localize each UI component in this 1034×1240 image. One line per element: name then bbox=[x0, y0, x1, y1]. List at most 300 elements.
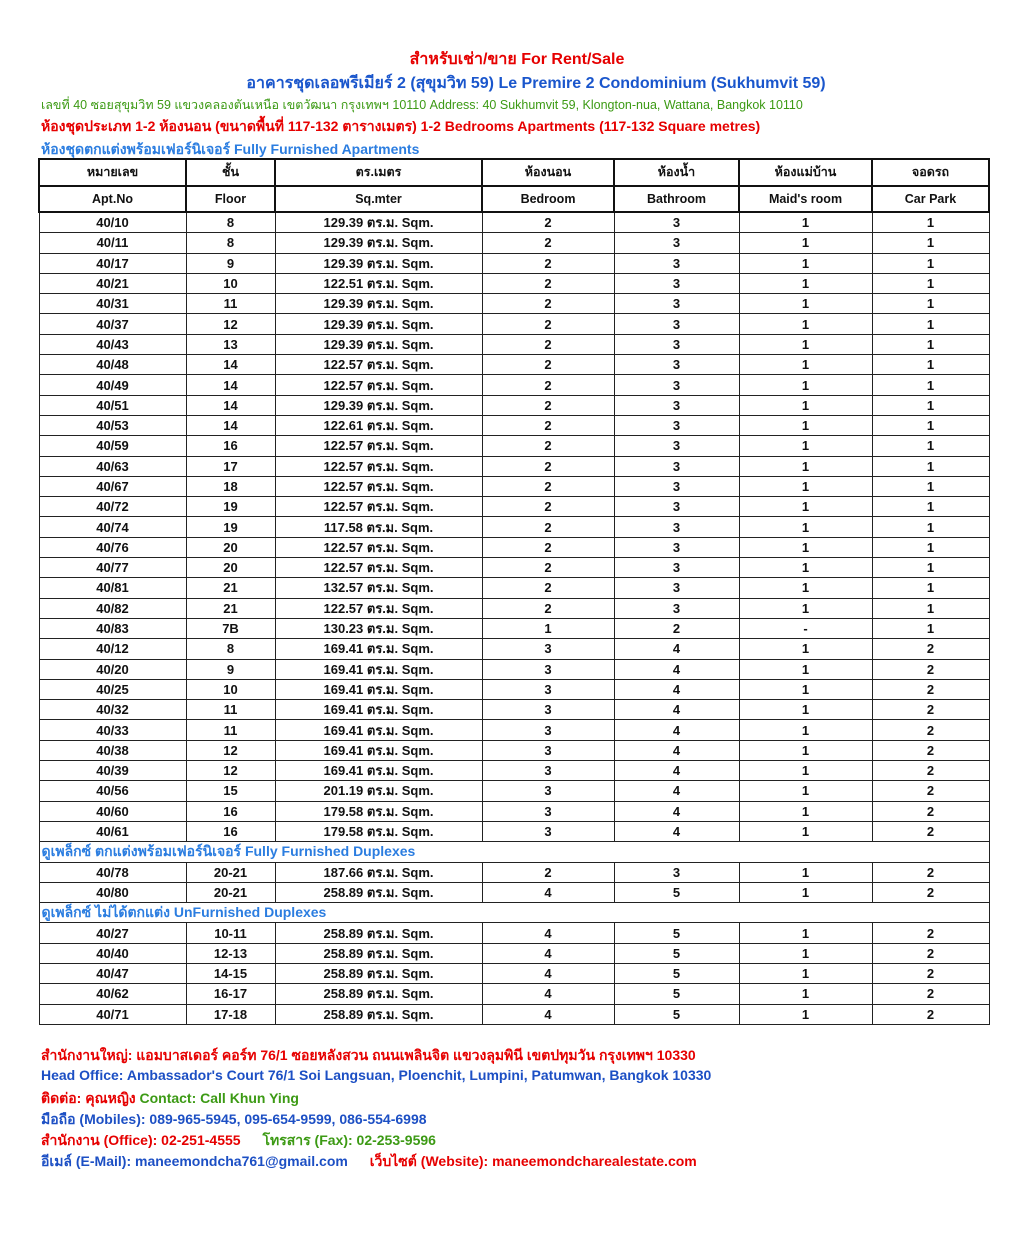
car-park-cell: 2 bbox=[872, 720, 989, 740]
table-row bbox=[39, 395, 989, 415]
col-header-maids-room: Maid's room bbox=[739, 186, 872, 212]
apt-no-cell: 40/77 bbox=[39, 558, 186, 578]
floor-cell: 14-15 bbox=[186, 963, 275, 983]
email-website-line bbox=[41, 1151, 697, 1173]
bathroom-cell: 3 bbox=[614, 517, 739, 537]
apt-no-cell: 40/32 bbox=[39, 700, 186, 720]
col-header-floor: Floor bbox=[186, 186, 275, 212]
car-park-cell: 1 bbox=[872, 456, 989, 476]
office-fax-line bbox=[41, 1130, 436, 1152]
floor-cell: 20 bbox=[186, 558, 275, 578]
bathroom-cell: 3 bbox=[614, 415, 739, 435]
apartment-table bbox=[38, 158, 990, 1025]
bathroom-cell: 3 bbox=[614, 334, 739, 354]
area-cell: 169.41 ตร.ม. Sqm. bbox=[275, 761, 482, 781]
bedroom-cell: 1 bbox=[482, 618, 614, 638]
table-row bbox=[39, 821, 989, 841]
car-park-cell: 2 bbox=[872, 882, 989, 902]
maids-room-cell: 1 bbox=[739, 355, 872, 375]
mobile-numbers: มือถือ (Mobiles): 089-965-5945, 095-654-9599, 086-554-6998 bbox=[41, 1111, 427, 1127]
table-row bbox=[39, 212, 989, 233]
area-cell: 130.23 ตร.ม. Sqm. bbox=[275, 618, 482, 638]
area-cell: 129.39 ตร.ม. Sqm. bbox=[275, 212, 482, 233]
maids-room-cell: 1 bbox=[739, 659, 872, 679]
bathroom-cell: 3 bbox=[614, 212, 739, 233]
table-row bbox=[39, 537, 989, 557]
bedroom-cell: 3 bbox=[482, 801, 614, 821]
bathroom-cell: 4 bbox=[614, 639, 739, 659]
apt-no-cell: 40/56 bbox=[39, 781, 186, 801]
bedroom-cell: 2 bbox=[482, 212, 614, 233]
bathroom-cell: 4 bbox=[614, 720, 739, 740]
bedroom-cell: 2 bbox=[482, 558, 614, 578]
area-cell: 122.57 ตร.ม. Sqm. bbox=[275, 355, 482, 375]
bathroom-cell: 3 bbox=[614, 314, 739, 334]
office-phone: สำนักงาน (Office): 02-251-4555 bbox=[41, 1132, 241, 1148]
bedroom-cell: 2 bbox=[482, 497, 614, 517]
car-park-cell: 1 bbox=[872, 273, 989, 293]
bathroom-cell: 5 bbox=[614, 963, 739, 983]
area-cell: 129.39 ตร.ม. Sqm. bbox=[275, 334, 482, 354]
maids-room-cell: 1 bbox=[739, 476, 872, 496]
maids-room-cell: 1 bbox=[739, 294, 872, 314]
head-office-thai: สำนักงานใหญ่: แอมบาสเดอร์ คอร์ท 76/1 ซอยหลังสวน ถนนเพลินจิต แขวงลุมพินี เขตปทุมวัน กรุงเทพฯ 10330 bbox=[41, 1047, 696, 1063]
floor-cell: 15 bbox=[186, 781, 275, 801]
car-park-cell: 1 bbox=[872, 395, 989, 415]
car-park-cell: 1 bbox=[872, 314, 989, 334]
area-cell: 122.57 ตร.ม. Sqm. bbox=[275, 558, 482, 578]
bedroom-cell: 2 bbox=[482, 436, 614, 456]
table-row bbox=[39, 720, 989, 740]
floor-cell: 21 bbox=[186, 598, 275, 618]
apt-no-cell: 40/67 bbox=[39, 476, 186, 496]
apt-no-cell: 40/81 bbox=[39, 578, 186, 598]
maids-room-cell: 1 bbox=[739, 720, 872, 740]
car-park-cell: 2 bbox=[872, 923, 989, 943]
maids-room-cell: 1 bbox=[739, 456, 872, 476]
apt-no-cell: 40/49 bbox=[39, 375, 186, 395]
bedroom-cell: 2 bbox=[482, 598, 614, 618]
section-label: ดูเพล็กซ์ ตกแต่งพร้อมเฟอร์นิเจอร์ Fully Furnished Duplexes bbox=[39, 842, 989, 862]
floor-cell: 20 bbox=[186, 537, 275, 557]
table-row bbox=[39, 578, 989, 598]
floor-cell: 17 bbox=[186, 456, 275, 476]
table-row bbox=[39, 659, 989, 679]
floor-cell: 11 bbox=[186, 700, 275, 720]
area-cell: 258.89 ตร.ม. Sqm. bbox=[275, 963, 482, 983]
table-row bbox=[39, 273, 989, 293]
room-type-description: ห้องชุดประเภท 1-2 ห้องนอน (ขนาดพื้นที่ 117-132 ตารางเมตร) 1-2 Bedrooms Apartments (117-132 Square metres) bbox=[41, 118, 761, 134]
car-park-cell: 1 bbox=[872, 233, 989, 253]
table-row bbox=[39, 558, 989, 578]
bedroom-cell: 2 bbox=[482, 578, 614, 598]
area-cell: 187.66 ตร.ม. Sqm. bbox=[275, 862, 482, 882]
floor-cell: 12 bbox=[186, 761, 275, 781]
area-cell: 169.41 ตร.ม. Sqm. bbox=[275, 740, 482, 760]
col-header-car-park-th: จอดรถ bbox=[872, 159, 989, 186]
floor-cell: 9 bbox=[186, 253, 275, 273]
floor-cell: 21 bbox=[186, 578, 275, 598]
maids-room-cell: 1 bbox=[739, 314, 872, 334]
area-cell: 117.58 ตร.ม. Sqm. bbox=[275, 517, 482, 537]
bedroom-cell: 2 bbox=[482, 355, 614, 375]
bathroom-cell: 4 bbox=[614, 679, 739, 699]
bedroom-cell: 2 bbox=[482, 375, 614, 395]
car-park-cell: 2 bbox=[872, 639, 989, 659]
area-cell: 258.89 ตร.ม. Sqm. bbox=[275, 923, 482, 943]
bathroom-cell: 5 bbox=[614, 923, 739, 943]
car-park-cell: 1 bbox=[872, 355, 989, 375]
bathroom-cell: 3 bbox=[614, 476, 739, 496]
table-row bbox=[39, 517, 989, 537]
floor-cell: 16 bbox=[186, 436, 275, 456]
floor-cell: 10 bbox=[186, 273, 275, 293]
floor-cell: 12 bbox=[186, 740, 275, 760]
bedroom-cell: 2 bbox=[482, 415, 614, 435]
car-park-cell: 2 bbox=[872, 700, 989, 720]
car-park-cell: 2 bbox=[872, 740, 989, 760]
area-cell: 122.57 ตร.ม. Sqm. bbox=[275, 456, 482, 476]
area-cell: 122.57 ตร.ม. Sqm. bbox=[275, 375, 482, 395]
floor-cell: 9 bbox=[186, 659, 275, 679]
bedroom-cell: 2 bbox=[482, 537, 614, 557]
apt-no-cell: 40/12 bbox=[39, 639, 186, 659]
maids-room-cell: 1 bbox=[739, 537, 872, 557]
table-row bbox=[39, 618, 989, 638]
floor-cell: 11 bbox=[186, 294, 275, 314]
table-row bbox=[39, 679, 989, 699]
apt-no-cell: 40/76 bbox=[39, 537, 186, 557]
car-park-cell: 1 bbox=[872, 294, 989, 314]
col-header-area-th: ตร.เมตร bbox=[275, 159, 482, 186]
table-row bbox=[39, 415, 989, 435]
section-label-row bbox=[39, 842, 989, 862]
bedroom-cell: 3 bbox=[482, 761, 614, 781]
area-cell: 129.39 ตร.ม. Sqm. bbox=[275, 294, 482, 314]
apt-no-cell: 40/60 bbox=[39, 801, 186, 821]
bedroom-cell: 2 bbox=[482, 253, 614, 273]
maids-room-cell: 1 bbox=[739, 578, 872, 598]
table-row bbox=[39, 781, 989, 801]
area-cell: 129.39 ตร.ม. Sqm. bbox=[275, 314, 482, 334]
area-cell: 122.57 ตร.ม. Sqm. bbox=[275, 598, 482, 618]
apt-no-cell: 40/37 bbox=[39, 314, 186, 334]
car-park-cell: 2 bbox=[872, 984, 989, 1004]
car-park-cell: 1 bbox=[872, 497, 989, 517]
apt-no-cell: 40/74 bbox=[39, 517, 186, 537]
apt-no-cell: 40/78 bbox=[39, 862, 186, 882]
table-row bbox=[39, 314, 989, 334]
maids-room-cell: 1 bbox=[739, 679, 872, 699]
bathroom-cell: 4 bbox=[614, 821, 739, 841]
area-cell: 122.57 ตร.ม. Sqm. bbox=[275, 436, 482, 456]
title-english: For Rent/Sale bbox=[521, 51, 625, 68]
col-header-bedroom: Bedroom bbox=[482, 186, 614, 212]
maids-room-cell: 1 bbox=[739, 415, 872, 435]
title-thai: สำหรับเช่า/ขาย bbox=[409, 51, 517, 68]
maids-room-cell: 1 bbox=[739, 963, 872, 983]
area-cell: 132.57 ตร.ม. Sqm. bbox=[275, 578, 482, 598]
floor-cell: 10 bbox=[186, 679, 275, 699]
floor-cell: 14 bbox=[186, 355, 275, 375]
table-row bbox=[39, 375, 989, 395]
maids-room-cell: 1 bbox=[739, 558, 872, 578]
header-row-english bbox=[39, 186, 989, 212]
maids-room-cell: 1 bbox=[739, 395, 872, 415]
area-cell: 169.41 ตร.ม. Sqm. bbox=[275, 700, 482, 720]
bathroom-cell: 3 bbox=[614, 558, 739, 578]
bedroom-cell: 4 bbox=[482, 984, 614, 1004]
bathroom-cell: 3 bbox=[614, 456, 739, 476]
car-park-cell: 1 bbox=[872, 253, 989, 273]
floor-cell: 8 bbox=[186, 212, 275, 233]
bedroom-cell: 3 bbox=[482, 639, 614, 659]
bedroom-cell: 4 bbox=[482, 882, 614, 902]
building-name: อาคารชุดเลอพรีเมียร์ 2 (สุขุมวิท 59) Le Premire 2 Condominium (Sukhumvit 59) bbox=[246, 75, 826, 92]
bathroom-cell: 3 bbox=[614, 273, 739, 293]
col-header-apt-no: Apt.No bbox=[39, 186, 186, 212]
table-row bbox=[39, 436, 989, 456]
bathroom-cell: 3 bbox=[614, 862, 739, 882]
apt-no-cell: 40/80 bbox=[39, 882, 186, 902]
bathroom-cell: 3 bbox=[614, 395, 739, 415]
maids-room-cell: - bbox=[739, 618, 872, 638]
area-cell: 179.58 ตร.ม. Sqm. bbox=[275, 821, 482, 841]
maids-room-cell: 1 bbox=[739, 639, 872, 659]
area-cell: 122.57 ตร.ม. Sqm. bbox=[275, 497, 482, 517]
area-cell: 258.89 ตร.ม. Sqm. bbox=[275, 882, 482, 902]
table-row bbox=[39, 740, 989, 760]
car-park-cell: 1 bbox=[872, 598, 989, 618]
car-park-cell: 2 bbox=[872, 659, 989, 679]
bedroom-cell: 2 bbox=[482, 334, 614, 354]
maids-room-cell: 1 bbox=[739, 436, 872, 456]
area-cell: 122.57 ตร.ม. Sqm. bbox=[275, 537, 482, 557]
apt-no-cell: 40/27 bbox=[39, 923, 186, 943]
car-park-cell: 2 bbox=[872, 679, 989, 699]
table-row bbox=[39, 456, 989, 476]
bathroom-cell: 3 bbox=[614, 537, 739, 557]
bathroom-cell: 3 bbox=[614, 355, 739, 375]
bedroom-cell: 3 bbox=[482, 659, 614, 679]
area-cell: 122.61 ตร.ม. Sqm. bbox=[275, 415, 482, 435]
bathroom-cell: 3 bbox=[614, 436, 739, 456]
bedroom-cell: 3 bbox=[482, 679, 614, 699]
bedroom-cell: 2 bbox=[482, 294, 614, 314]
bathroom-cell: 3 bbox=[614, 294, 739, 314]
maids-room-cell: 1 bbox=[739, 517, 872, 537]
area-cell: 129.39 ตร.ม. Sqm. bbox=[275, 395, 482, 415]
apt-no-cell: 40/59 bbox=[39, 436, 186, 456]
floor-cell: 17-18 bbox=[186, 1004, 275, 1024]
maids-room-cell: 1 bbox=[739, 984, 872, 1004]
table-row bbox=[39, 963, 989, 983]
apt-no-cell: 40/82 bbox=[39, 598, 186, 618]
apt-no-cell: 40/33 bbox=[39, 720, 186, 740]
bedroom-cell: 2 bbox=[482, 233, 614, 253]
bedroom-cell: 2 bbox=[482, 476, 614, 496]
bedroom-cell: 2 bbox=[482, 273, 614, 293]
table-row bbox=[39, 943, 989, 963]
apt-no-cell: 40/17 bbox=[39, 253, 186, 273]
floor-cell: 19 bbox=[186, 497, 275, 517]
bathroom-cell: 3 bbox=[614, 375, 739, 395]
col-header-area: Sq.mter bbox=[275, 186, 482, 212]
apt-no-cell: 40/53 bbox=[39, 415, 186, 435]
bedroom-cell: 2 bbox=[482, 862, 614, 882]
section-label: ดูเพล็กซ์ ไม่ได้ตกแต่ง UnFurnished Duplexes bbox=[39, 903, 989, 923]
apt-no-cell: 40/72 bbox=[39, 497, 186, 517]
table-row bbox=[39, 882, 989, 902]
floor-cell: 16-17 bbox=[186, 984, 275, 1004]
bathroom-cell: 4 bbox=[614, 659, 739, 679]
car-park-cell: 1 bbox=[872, 558, 989, 578]
bedroom-cell: 3 bbox=[482, 821, 614, 841]
bathroom-cell: 5 bbox=[614, 882, 739, 902]
car-park-cell: 1 bbox=[872, 517, 989, 537]
col-header-bathroom-th: ห้องน้ำ bbox=[614, 159, 739, 186]
bedroom-cell: 3 bbox=[482, 781, 614, 801]
floor-cell: 12 bbox=[186, 314, 275, 334]
bedroom-cell: 4 bbox=[482, 943, 614, 963]
floor-cell: 14 bbox=[186, 375, 275, 395]
bathroom-cell: 5 bbox=[614, 984, 739, 1004]
bedroom-cell: 3 bbox=[482, 720, 614, 740]
apt-no-cell: 40/48 bbox=[39, 355, 186, 375]
bathroom-cell: 4 bbox=[614, 740, 739, 760]
car-park-cell: 2 bbox=[872, 862, 989, 882]
col-header-bathroom: Bathroom bbox=[614, 186, 739, 212]
maids-room-cell: 1 bbox=[739, 253, 872, 273]
floor-cell: 20-21 bbox=[186, 882, 275, 902]
car-park-cell: 1 bbox=[872, 618, 989, 638]
maids-room-cell: 1 bbox=[739, 375, 872, 395]
floor-cell: 16 bbox=[186, 821, 275, 841]
floor-cell: 13 bbox=[186, 334, 275, 354]
contact-line bbox=[41, 1088, 299, 1110]
area-cell: 179.58 ตร.ม. Sqm. bbox=[275, 801, 482, 821]
col-header-maids-room-th: ห้องแม่บ้าน bbox=[739, 159, 872, 186]
area-cell: 122.51 ตร.ม. Sqm. bbox=[275, 273, 482, 293]
table-row bbox=[39, 598, 989, 618]
bathroom-cell: 4 bbox=[614, 801, 739, 821]
maids-room-cell: 1 bbox=[739, 273, 872, 293]
area-cell: 258.89 ตร.ม. Sqm. bbox=[275, 984, 482, 1004]
car-park-cell: 1 bbox=[872, 212, 989, 233]
maids-room-cell: 1 bbox=[739, 781, 872, 801]
apt-no-cell: 40/62 bbox=[39, 984, 186, 1004]
bedroom-cell: 3 bbox=[482, 700, 614, 720]
table-row bbox=[39, 761, 989, 781]
col-header-floor-th: ชั้น bbox=[186, 159, 275, 186]
apt-no-cell: 40/31 bbox=[39, 294, 186, 314]
car-park-cell: 1 bbox=[872, 578, 989, 598]
apt-no-cell: 40/61 bbox=[39, 821, 186, 841]
apt-no-cell: 40/83 bbox=[39, 618, 186, 638]
apartment-table-body bbox=[39, 212, 989, 1024]
bedroom-cell: 2 bbox=[482, 395, 614, 415]
apt-no-cell: 40/47 bbox=[39, 963, 186, 983]
area-cell: 169.41 ตร.ม. Sqm. bbox=[275, 720, 482, 740]
bathroom-cell: 4 bbox=[614, 781, 739, 801]
table-row bbox=[39, 334, 989, 354]
website-link[interactable]: เว็บไซต์ (Website): maneemondcharealestate.com bbox=[369, 1153, 697, 1169]
bathroom-cell: 3 bbox=[614, 578, 739, 598]
page-title bbox=[0, 47, 1034, 72]
maids-room-cell: 1 bbox=[739, 212, 872, 233]
table-row bbox=[39, 639, 989, 659]
section-label-row bbox=[39, 903, 989, 923]
car-park-cell: 1 bbox=[872, 476, 989, 496]
bathroom-cell: 5 bbox=[614, 943, 739, 963]
car-park-cell: 1 bbox=[872, 537, 989, 557]
bathroom-cell: 3 bbox=[614, 253, 739, 273]
car-park-cell: 2 bbox=[872, 963, 989, 983]
apt-no-cell: 40/10 bbox=[39, 212, 186, 233]
car-park-cell: 2 bbox=[872, 801, 989, 821]
car-park-cell: 1 bbox=[872, 375, 989, 395]
floor-cell: 7B bbox=[186, 618, 275, 638]
floor-cell: 8 bbox=[186, 233, 275, 253]
floor-cell: 19 bbox=[186, 517, 275, 537]
table-row bbox=[39, 355, 989, 375]
maids-room-cell: 1 bbox=[739, 598, 872, 618]
table-row bbox=[39, 862, 989, 882]
table-row bbox=[39, 476, 989, 496]
floor-cell: 10-11 bbox=[186, 923, 275, 943]
car-park-cell: 2 bbox=[872, 943, 989, 963]
maids-room-cell: 1 bbox=[739, 761, 872, 781]
table-row bbox=[39, 923, 989, 943]
col-header-bedroom-th: ห้องนอน bbox=[482, 159, 614, 186]
area-cell: 122.57 ตร.ม. Sqm. bbox=[275, 476, 482, 496]
car-park-cell: 1 bbox=[872, 334, 989, 354]
floor-cell: 11 bbox=[186, 720, 275, 740]
bedroom-cell: 4 bbox=[482, 963, 614, 983]
contact-thai: ติดต่อ: คุณหญิง bbox=[41, 1090, 136, 1106]
car-park-cell: 2 bbox=[872, 1004, 989, 1024]
apt-no-cell: 40/51 bbox=[39, 395, 186, 415]
apt-no-cell: 40/38 bbox=[39, 740, 186, 760]
head-office-english: Head Office: Ambassador's Court 76/1 Soi Langsuan, Ploenchit, Lumpini, Patumwan, Bangkok 10330 bbox=[41, 1067, 712, 1083]
maids-room-cell: 1 bbox=[739, 1004, 872, 1024]
floor-cell: 16 bbox=[186, 801, 275, 821]
maids-room-cell: 1 bbox=[739, 233, 872, 253]
floor-cell: 18 bbox=[186, 476, 275, 496]
maids-room-cell: 1 bbox=[739, 862, 872, 882]
table-row bbox=[39, 233, 989, 253]
area-cell: 169.41 ตร.ม. Sqm. bbox=[275, 679, 482, 699]
maids-room-cell: 1 bbox=[739, 497, 872, 517]
bathroom-cell: 3 bbox=[614, 233, 739, 253]
area-cell: 169.41 ตร.ม. Sqm. bbox=[275, 659, 482, 679]
bedroom-cell: 3 bbox=[482, 740, 614, 760]
table-row bbox=[39, 984, 989, 1004]
maids-room-cell: 1 bbox=[739, 882, 872, 902]
car-park-cell: 2 bbox=[872, 821, 989, 841]
area-cell: 129.39 ตร.ม. Sqm. bbox=[275, 233, 482, 253]
header-row-thai bbox=[39, 159, 989, 186]
email-link[interactable]: อีเมล์ (E-Mail): maneemondcha761@gmail.com bbox=[41, 1153, 348, 1169]
maids-room-cell: 1 bbox=[739, 700, 872, 720]
bathroom-cell: 4 bbox=[614, 700, 739, 720]
maids-room-cell: 1 bbox=[739, 334, 872, 354]
apt-no-cell: 40/40 bbox=[39, 943, 186, 963]
apt-no-cell: 40/20 bbox=[39, 659, 186, 679]
bedroom-cell: 2 bbox=[482, 456, 614, 476]
apt-no-cell: 40/71 bbox=[39, 1004, 186, 1024]
bedroom-cell: 2 bbox=[482, 517, 614, 537]
